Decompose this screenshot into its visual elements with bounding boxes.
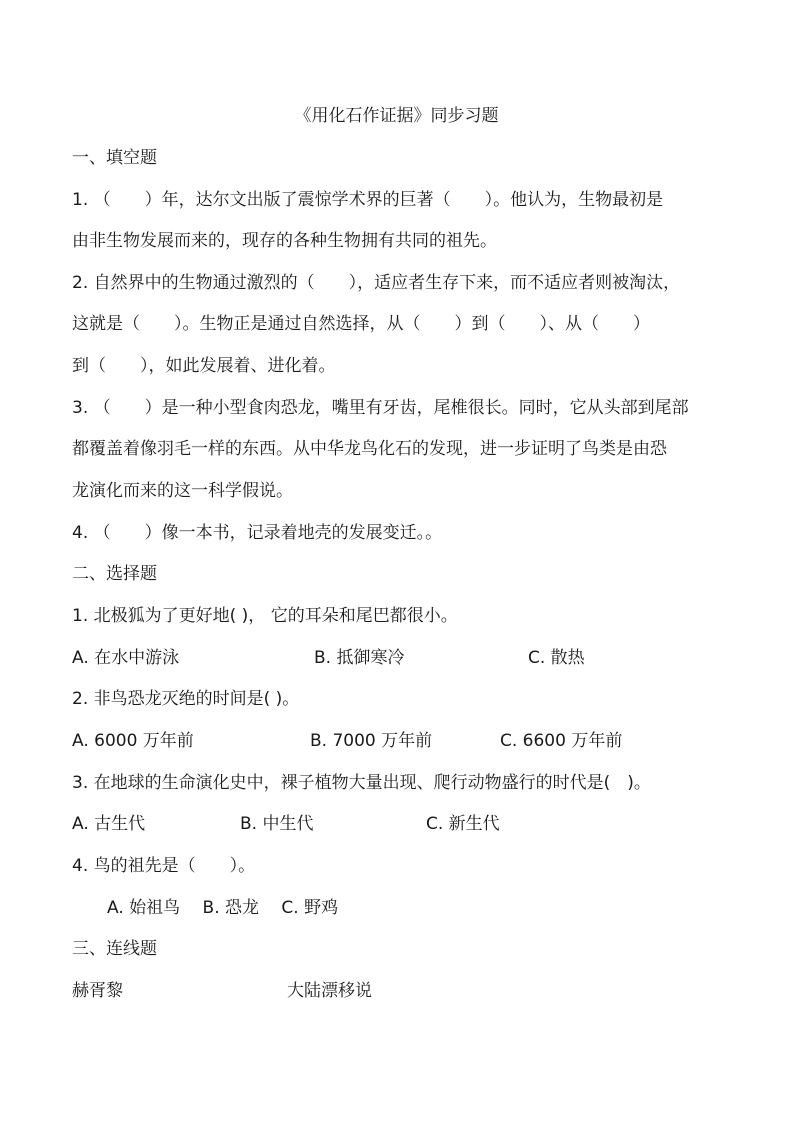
- fill-q3-line1: 3. （ ）是一种小型食肉恐龙，嘴里有牙齿，尾椎很长。同时，它从头部到尾部: [72, 398, 689, 418]
- fill-q2-line3: 到（ ），如此发展着、进化着。: [72, 356, 336, 376]
- choice-q3-option-a: A. 古生代: [72, 814, 146, 834]
- choice-q3-option-b: B. 中生代: [240, 814, 314, 834]
- fill-q4: 4. （ ）像一本书，记录着地壳的发展变迁。。: [72, 523, 443, 543]
- page-title: 《用化石作证据》同步习题: [294, 106, 499, 126]
- section-heading-fill: 一、填空题: [72, 148, 157, 168]
- fill-q3-line2: 都覆盖着像羽毛一样的东西。从中华龙鸟化石的发现，进一步证明了鸟类是由恐: [72, 439, 667, 459]
- fill-q2-line2: 这就是（ ）。生物正是通过自然选择，从（ ）到（ ）、从（ ）: [72, 314, 650, 334]
- choice-q1-option-c: C. 散热: [528, 648, 585, 668]
- fill-q1-line1: 1. （ ）年，达尔文出版了震惊学术界的巨著（ ）。他认为，生物最初是: [72, 190, 664, 210]
- choice-q4-options: A. 始祖鸟 B. 恐龙 C. 野鸡: [107, 898, 339, 918]
- choice-q2-stem: 2. 非鸟恐龙灭绝的时间是( )。: [72, 689, 300, 709]
- choice-q4-stem: 4. 鸟的祖先是（ ）。: [72, 856, 256, 876]
- choice-q3-option-c: C. 新生代: [426, 814, 500, 834]
- choice-q1-option-b: B. 抵御寒冷: [314, 648, 405, 668]
- fill-q2-line1: 2. 自然界中的生物通过激烈的（ ），适应者生存下来，而不适应者则被淘汰，: [72, 273, 681, 293]
- match-left-item: 赫胥黎: [72, 981, 123, 1001]
- fill-q3-line3: 龙演化而来的这一科学假说。: [72, 481, 293, 501]
- choice-q2-option-a: A. 6000 万年前: [72, 731, 194, 751]
- match-right-item: 大陆漂移说: [287, 981, 372, 1001]
- choice-q1-stem: 1. 北极狐为了更好地( )， 它的耳朵和尾巴都很小。: [72, 606, 458, 626]
- choice-q1-option-a: A. 在水中游泳: [72, 648, 180, 668]
- choice-q3-stem: 3. 在地球的生命演化史中，裸子植物大量出现、爬行动物盛行的时代是( )。: [72, 773, 651, 793]
- section-heading-choice: 二、选择题: [72, 564, 157, 584]
- choice-q2-option-c: C. 6600 万年前: [500, 731, 623, 751]
- fill-q1-line2: 由非生物发展而来的，现存的各种生物拥有共同的祖先。: [72, 231, 497, 251]
- choice-q2-option-b: B. 7000 万年前: [310, 731, 433, 751]
- section-heading-match: 三、连线题: [72, 939, 157, 959]
